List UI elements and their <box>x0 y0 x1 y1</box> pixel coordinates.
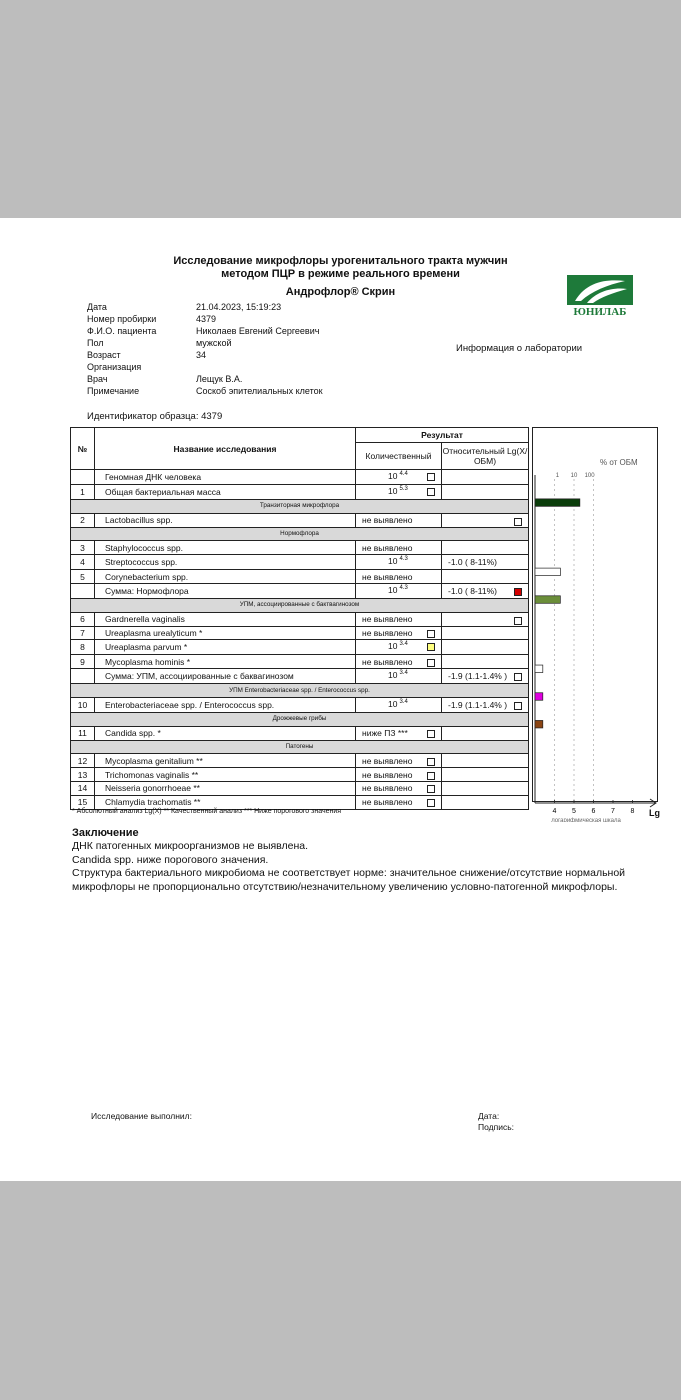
quant-base: не выявлено <box>362 656 413 667</box>
table-row <box>71 470 529 485</box>
chart-tick-label: 7 <box>611 808 615 815</box>
test-name: Enterobacteriaceae spp. / Enterococcus spp. <box>95 697 356 712</box>
relative-cell <box>442 570 529 584</box>
table-row <box>71 612 529 626</box>
quant-power: 4.4 <box>399 471 408 477</box>
row-number <box>71 470 95 485</box>
patient-label: Врач <box>87 374 108 384</box>
results-table <box>70 427 529 810</box>
chart-tick-label: 8 <box>630 808 635 815</box>
quant-base: 10 <box>388 471 398 481</box>
quant-base: не выявлено <box>362 755 413 766</box>
quant-cell <box>356 697 442 712</box>
relative-cell <box>442 768 529 782</box>
quant-base: не выявлено <box>362 614 413 625</box>
test-name: Gardnerella vaginalis <box>95 612 356 626</box>
checkbox-icon <box>427 488 435 496</box>
patient-label: Возраст <box>87 350 121 360</box>
conclusion-line: ДНК патогенных микроорганизмов не выявлена. <box>72 840 309 852</box>
relative-value: -1.0 ( 8-11%) <box>448 557 497 568</box>
percent-tick: 1 <box>555 473 560 479</box>
quant-cell <box>356 655 442 669</box>
quant-base: не выявлено <box>362 515 413 526</box>
table-row <box>71 541 529 555</box>
chart-bar <box>535 568 560 576</box>
col-name-header: Название исследования <box>95 428 356 470</box>
chart-tick-label: 4 <box>552 808 557 815</box>
chart-bar <box>535 499 580 507</box>
table-row <box>71 655 529 669</box>
relative-cell <box>442 470 529 485</box>
section-header: УПМ, ассоциированные с бактвагинозом <box>71 598 529 612</box>
row-number: 12 <box>71 754 95 768</box>
row-number: 10 <box>71 697 95 712</box>
row-number: 14 <box>71 781 95 795</box>
quant-cell <box>356 485 442 500</box>
quant-cell <box>356 669 442 684</box>
conclusion-heading: Заключение <box>72 827 139 839</box>
quant-power: 5.3 <box>399 486 408 492</box>
quant-cell <box>356 612 442 626</box>
quant-cell <box>356 640 442 655</box>
chart-bar <box>535 665 543 673</box>
quant-cell <box>356 470 442 485</box>
date-label: Дата: <box>478 1111 500 1121</box>
checkbox-icon <box>514 702 522 710</box>
section-header: Транзиторная микрофлора <box>71 500 529 514</box>
logo-text: ЮНИЛАБ <box>573 306 627 317</box>
signature-label: Подпись: <box>478 1122 515 1132</box>
row-number: 13 <box>71 768 95 782</box>
performed-by-label: Исследование выполнил: <box>91 1111 192 1121</box>
test-name: Candida spp. * <box>95 726 356 740</box>
table-row <box>71 485 529 500</box>
patient-info <box>87 301 417 401</box>
footnote: * Абсолютный анализ Lg(X) ** Качественный анализ *** Ниже порогового значения <box>72 808 342 815</box>
relative-cell <box>442 754 529 768</box>
chart-tick-label: 6 <box>591 808 596 815</box>
percent-label: % от ОБМ <box>600 458 638 467</box>
relative-cell <box>442 583 529 598</box>
relative-value: -1.0 ( 8-11%) <box>448 585 497 596</box>
percent-tick: 10 <box>570 473 578 479</box>
lab-info: Информация о лаборатории <box>456 343 583 354</box>
table-row <box>71 513 529 527</box>
row-number: 6 <box>71 612 95 626</box>
row-number: 4 <box>71 555 95 570</box>
table-row <box>71 754 529 768</box>
patient-label: Организация <box>87 362 142 372</box>
quant-base: 10 <box>388 556 398 567</box>
section-header: Нормофлора <box>71 527 529 541</box>
checkbox-icon <box>514 518 522 526</box>
conclusion-line: Candida spp. ниже порогового значения. <box>72 853 269 866</box>
quant-base: не выявлено <box>362 797 413 808</box>
chart-svg <box>532 427 658 822</box>
col-quant-header: Количественный <box>356 443 442 470</box>
test-name: Mycoplasma hominis * <box>95 655 356 669</box>
sample-id: Идентификатор образца: 4379 <box>87 411 223 422</box>
patient-value: Николаев Евгений Сергеевич <box>196 326 320 336</box>
report-page <box>0 218 681 1181</box>
test-name: Corynebacterium spp. <box>95 570 356 584</box>
test-name: Streptococcus spp. <box>95 555 356 570</box>
section-header: Патогены <box>71 740 529 754</box>
relative-cell <box>442 541 529 555</box>
col-result-header: Результат <box>356 428 529 443</box>
table-row <box>71 768 529 782</box>
test-name: Ureaplasma urealyticum * <box>95 626 356 640</box>
row-number: 1 <box>71 485 95 500</box>
checkbox-icon <box>427 730 435 738</box>
quant-cell <box>356 754 442 768</box>
test-name: Геномная ДНК человека <box>95 470 356 485</box>
quant-base: не выявлено <box>362 783 413 794</box>
row-number: 7 <box>71 626 95 640</box>
chart-x-label: логарифмическая шкала <box>551 818 621 822</box>
row-number: 8 <box>71 640 95 655</box>
unilab-logo <box>567 275 633 317</box>
quant-cell <box>356 626 442 640</box>
patient-value: 4379 <box>196 314 217 324</box>
test-name: Mycoplasma genitalium ** <box>95 754 356 768</box>
quant-cell <box>356 570 442 584</box>
checkbox-icon <box>427 643 435 651</box>
section-header: Дрожжевые грибы <box>71 712 529 726</box>
chart-tick-label: 5 <box>572 808 576 815</box>
relative-cell <box>442 655 529 669</box>
report-title-line2: методом ПЦР в режиме реального времени <box>221 268 460 280</box>
axis-unit-label: Lg <box>649 808 660 818</box>
patient-label: Пол <box>87 338 104 348</box>
table-row <box>71 555 529 570</box>
row-number: 5 <box>71 570 95 584</box>
patient-label: Ф.И.О. пациента <box>87 326 157 336</box>
conclusion-line: Структура бактериального микробиома не соответствует норме: значительное снижение/отсутствие нормальной микрофлоры не пропорционально отсутствию/незначительному увеличению условно-патогенной микрофлоры. <box>72 867 626 893</box>
relative-cell <box>442 612 529 626</box>
checkbox-icon <box>427 758 435 766</box>
col-rel-header: Относительный Lg(X/ОБМ) <box>442 443 529 470</box>
relative-cell <box>442 795 529 809</box>
report-title-line1: Исследование микрофлоры урогенитального тракта мужчин <box>173 255 508 267</box>
patient-label: Дата <box>87 302 107 312</box>
test-name: Общая бактериальная масса <box>95 485 356 500</box>
conclusion-text <box>72 840 632 894</box>
report-title-line3: Андрофлор® Скрин <box>285 286 396 298</box>
relative-cell <box>442 555 529 570</box>
quant-base: 10 <box>388 641 398 652</box>
patient-label: Номер пробирки <box>87 314 157 324</box>
checkbox-icon <box>427 659 435 667</box>
checkbox-icon <box>427 630 435 638</box>
chart-bar <box>535 693 543 701</box>
checkbox-icon <box>427 785 435 793</box>
quant-cell <box>356 726 442 740</box>
quant-power: 3.4 <box>399 670 408 677</box>
checkbox-icon <box>514 588 522 596</box>
test-name: Neisseria gonorrhoeae ** <box>95 781 356 795</box>
quant-base: 10 <box>388 670 398 681</box>
relative-cell <box>442 781 529 795</box>
table-row <box>71 726 529 740</box>
relative-cell <box>442 726 529 740</box>
quant-base: не выявлено <box>362 627 413 638</box>
patient-value: Лещук В.А. <box>196 374 243 384</box>
checkbox-icon <box>427 473 435 481</box>
quant-base: ниже ПЗ *** <box>362 728 408 739</box>
section-header: УПМ Enterobacteriaceae spp. / Enterococcus spp. <box>71 684 529 698</box>
checkbox-icon <box>427 772 435 780</box>
table-row <box>71 626 529 640</box>
test-name: Сумма: Нормофлора <box>95 583 356 598</box>
relative-cell <box>442 697 529 712</box>
quant-base: 10 <box>388 486 398 496</box>
quant-cell <box>356 513 442 527</box>
relative-cell <box>442 640 529 655</box>
quant-power: 4.3 <box>399 556 408 563</box>
quant-base: не выявлено <box>362 542 413 553</box>
row-number: 2 <box>71 513 95 527</box>
test-name: Lactobacillus spp. <box>95 513 356 527</box>
relative-cell <box>442 626 529 640</box>
relative-cell <box>442 485 529 500</box>
patient-value: 34 <box>196 350 207 360</box>
relative-value: -1.9 (1.1-1.4% ) <box>448 699 508 710</box>
table-row <box>71 795 529 809</box>
quant-base: не выявлено <box>362 769 413 780</box>
quant-cell <box>356 555 442 570</box>
relative-value: -1.9 (1.1-1.4% ) <box>448 671 508 682</box>
row-number: 11 <box>71 726 95 740</box>
patient-label: Примечание <box>87 386 140 396</box>
chart-bar <box>535 596 560 604</box>
quant-base: 10 <box>388 584 398 595</box>
chart-bar <box>535 720 543 728</box>
quant-cell <box>356 781 442 795</box>
patient-value: Соскоб эпителиальных клеток <box>196 386 323 396</box>
col-num-header: № <box>71 428 95 470</box>
relative-cell <box>442 513 529 527</box>
quant-base: не выявлено <box>362 571 413 582</box>
quant-power: 3.4 <box>399 641 408 648</box>
checkbox-icon <box>514 673 522 681</box>
test-name: Chlamydia trachomatis ** <box>95 795 356 809</box>
table-row <box>71 640 529 655</box>
quant-base: 10 <box>388 698 398 709</box>
quant-cell <box>356 541 442 555</box>
table-row <box>71 697 529 712</box>
table-row <box>71 570 529 584</box>
table-row <box>71 583 529 598</box>
patient-value: мужской <box>196 338 232 348</box>
test-name: Ureaplasma parvum * <box>95 640 356 655</box>
quant-cell <box>356 768 442 782</box>
quant-power: 3.4 <box>399 698 408 705</box>
row-number: 9 <box>71 655 95 669</box>
test-name: Сумма: УПМ, ассоциированные с баквагинозом <box>95 669 356 684</box>
test-name: Trichomonas vaginalis ** <box>95 768 356 782</box>
checkbox-icon <box>514 617 522 625</box>
table-row <box>71 781 529 795</box>
row-number: 3 <box>71 541 95 555</box>
row-number <box>71 669 95 684</box>
test-name: Staphylococcus spp. <box>95 541 356 555</box>
row-number: 15 <box>71 795 95 809</box>
patient-value: 21.04.2023, 15:19:23 <box>196 302 282 312</box>
percent-tick: 100 <box>584 473 595 479</box>
quant-cell <box>356 583 442 598</box>
row-number <box>71 583 95 598</box>
relative-cell <box>442 669 529 684</box>
quant-cell <box>356 795 442 809</box>
quant-power: 4.3 <box>399 584 408 591</box>
checkbox-icon <box>427 799 435 807</box>
table-row <box>71 669 529 684</box>
